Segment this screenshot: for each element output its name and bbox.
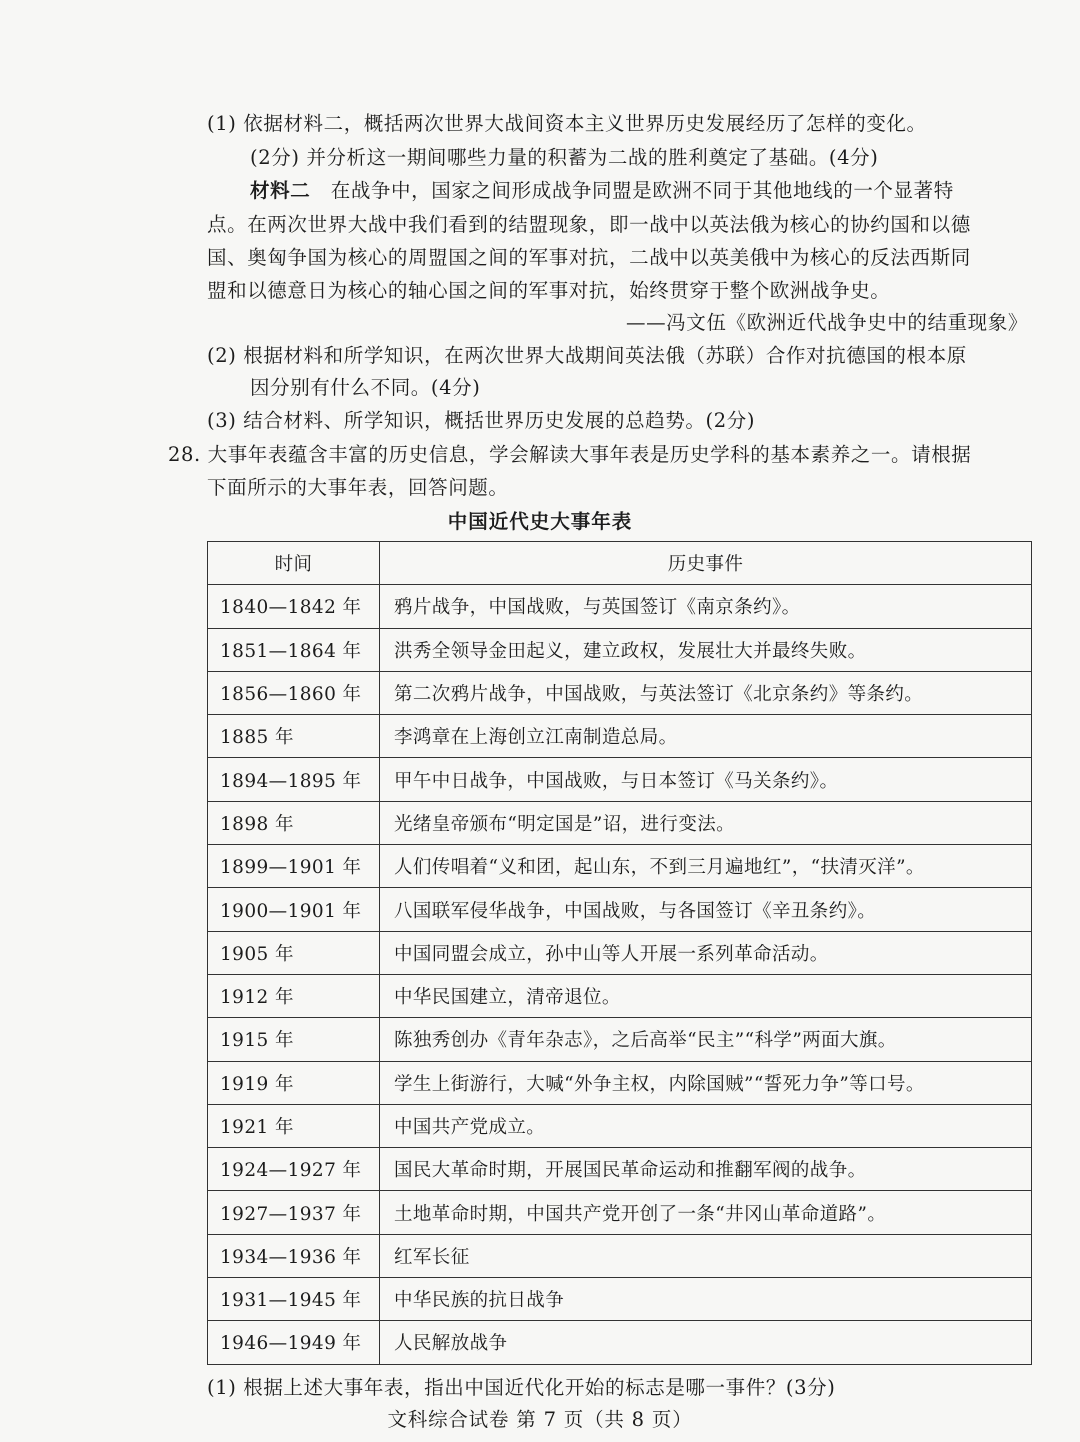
row-event: 土地革命时期，中国共产党开创了一条“井冈山革命道路”。: [380, 1191, 1032, 1234]
material-label: 材料二: [250, 179, 311, 202]
question-28-1: (1) 根据上述大事年表，指出中国近代化开始的标志是哪一事件？(3分): [207, 1376, 836, 1399]
row-time: 1840—1842 年: [208, 585, 380, 628]
table-row: [208, 585, 1032, 628]
row-time: 1927—1937 年: [208, 1191, 380, 1234]
row-event: 国民大革命时期，开展国民革命运动和推翻军阀的战争。: [380, 1148, 1032, 1191]
material-text: 在战争中，国家之间形成战争同盟是欧洲不同于其他地线的一个显著特: [330, 179, 954, 202]
row-time: 1919 年: [208, 1061, 380, 1104]
row-time: 1915 年: [208, 1018, 380, 1061]
header-event: 历史事件: [380, 542, 1032, 585]
row-time: 1898 年: [208, 801, 380, 844]
table-row: [208, 1234, 1032, 1277]
row-event: 红军长征: [380, 1234, 1032, 1277]
row-event: 光绪皇帝颁布“明定国是”诏，进行变法。: [380, 801, 1032, 844]
row-time: 1931—1945 年: [208, 1278, 380, 1321]
table-row: [208, 671, 1032, 714]
row-event: 人民解放战争: [380, 1321, 1032, 1364]
table-row: [208, 628, 1032, 671]
table-title: 中国近代史大事年表: [447, 510, 633, 533]
table-row: [208, 1321, 1032, 1364]
table-row: [208, 1191, 1032, 1234]
row-event: 第二次鸦片战争，中国战败，与英法签订《北京条约》等条约。: [380, 671, 1032, 714]
row-event: 中华民族的抗日战争: [380, 1278, 1032, 1321]
page-footer: 文科综合试卷 第 7 页（共 8 页）: [387, 1408, 693, 1431]
events-table: [207, 541, 1032, 1365]
table-header-row: [208, 542, 1032, 585]
row-event: 中国共产党成立。: [380, 1104, 1032, 1147]
row-time: 1946—1949 年: [208, 1321, 380, 1364]
row-event: 中华民国建立，清帝退位。: [380, 974, 1032, 1017]
row-event: 甲午中日战争，中国战败，与日本签订《马关条约》。: [380, 758, 1032, 801]
row-time: 1894—1895 年: [208, 758, 380, 801]
table-row: [208, 1061, 1032, 1104]
table-row: [208, 974, 1032, 1017]
table-row: [208, 1148, 1032, 1191]
table-row: [208, 1278, 1032, 1321]
row-time: 1900—1901 年: [208, 888, 380, 931]
question-28-line1: 28. 大事年表蕴含丰富的历史信息，学会解读大事年表是历史学科的基本素养之一。请根据: [168, 443, 972, 466]
row-time: 1912 年: [208, 974, 380, 1017]
row-event: 李鸿章在上海创立江南制造总局。: [380, 715, 1032, 758]
question-27-2-line1: (2) 根据材料和所学知识，在两次世界大战期间英法俄（苏联）合作对抗德国的根本原: [207, 344, 967, 367]
question-27-1-line1: (1) 依据材料二，概括两次世界大战间资本主义世界历史发展经历了怎样的变化。: [207, 112, 927, 135]
row-event: 陈独秀创办《青年杂志》，之后高举“民主”“科学”两面大旗。: [380, 1018, 1032, 1061]
table-row: [208, 1104, 1032, 1147]
row-event: 洪秀全领导金田起义，建立政权，发展壮大并最终失败。: [380, 628, 1032, 671]
table-row: [208, 931, 1032, 974]
row-event: 中国同盟会成立，孙中山等人开展一系列革命活动。: [380, 931, 1032, 974]
header-time: 时间: [208, 542, 380, 585]
material-paragraph-line3: 国、奥匈争国为核心的周盟国之间的军事对抗，二战中以英美俄中为核心的反法西斯同: [207, 246, 971, 269]
table-row: [208, 715, 1032, 758]
material-paragraph-line2: 点。在两次世界大战中我们看到的结盟现象，即一战中以英法俄为核心的协约国和以德: [207, 213, 971, 236]
question-27-2-line2: 因分别有什么不同。(4分): [250, 376, 481, 399]
question-27-1-line2: (2分) 并分析这一期间哪些力量的积蓄为二战的胜利奠定了基础。(4分): [250, 146, 879, 169]
material-paragraph-line4: 盟和以德意日为核心的轴心国之间的军事对抗，始终贯穿于整个欧洲战争史。: [207, 279, 891, 302]
table-row: [208, 758, 1032, 801]
row-time: 1921 年: [208, 1104, 380, 1147]
material-source: ——冯文伍《欧洲近代战争史中的结重现象》: [625, 311, 1028, 334]
row-event: 鸦片战争，中国战败，与英国签订《南京条约》。: [380, 585, 1032, 628]
table-row: [208, 1018, 1032, 1061]
row-time: 1934—1936 年: [208, 1234, 380, 1277]
row-time: 1924—1927 年: [208, 1148, 380, 1191]
table-row: [208, 801, 1032, 844]
row-event: 八国联军侵华战争，中国战败，与各国签订《辛丑条约》。: [380, 888, 1032, 931]
question-27-3: (3) 结合材料、所学知识，概括世界历史发展的总趋势。(2分): [207, 409, 756, 432]
question-28-line2: 下面所示的大事年表，回答问题。: [207, 476, 509, 499]
table-row: [208, 845, 1032, 888]
table-row: [208, 888, 1032, 931]
material-paragraph-line1: [250, 177, 954, 205]
row-time: 1899—1901 年: [208, 845, 380, 888]
row-time: 1851—1864 年: [208, 628, 380, 671]
row-time: 1856—1860 年: [208, 671, 380, 714]
row-time: 1885 年: [208, 715, 380, 758]
row-event: 人们传唱着“义和团，起山东，不到三月遍地红”，“扶清灭洋”。: [380, 845, 1032, 888]
row-event: 学生上街游行，大喊“外争主权，内除国贼”“誓死力争”等口号。: [380, 1061, 1032, 1104]
row-time: 1905 年: [208, 931, 380, 974]
